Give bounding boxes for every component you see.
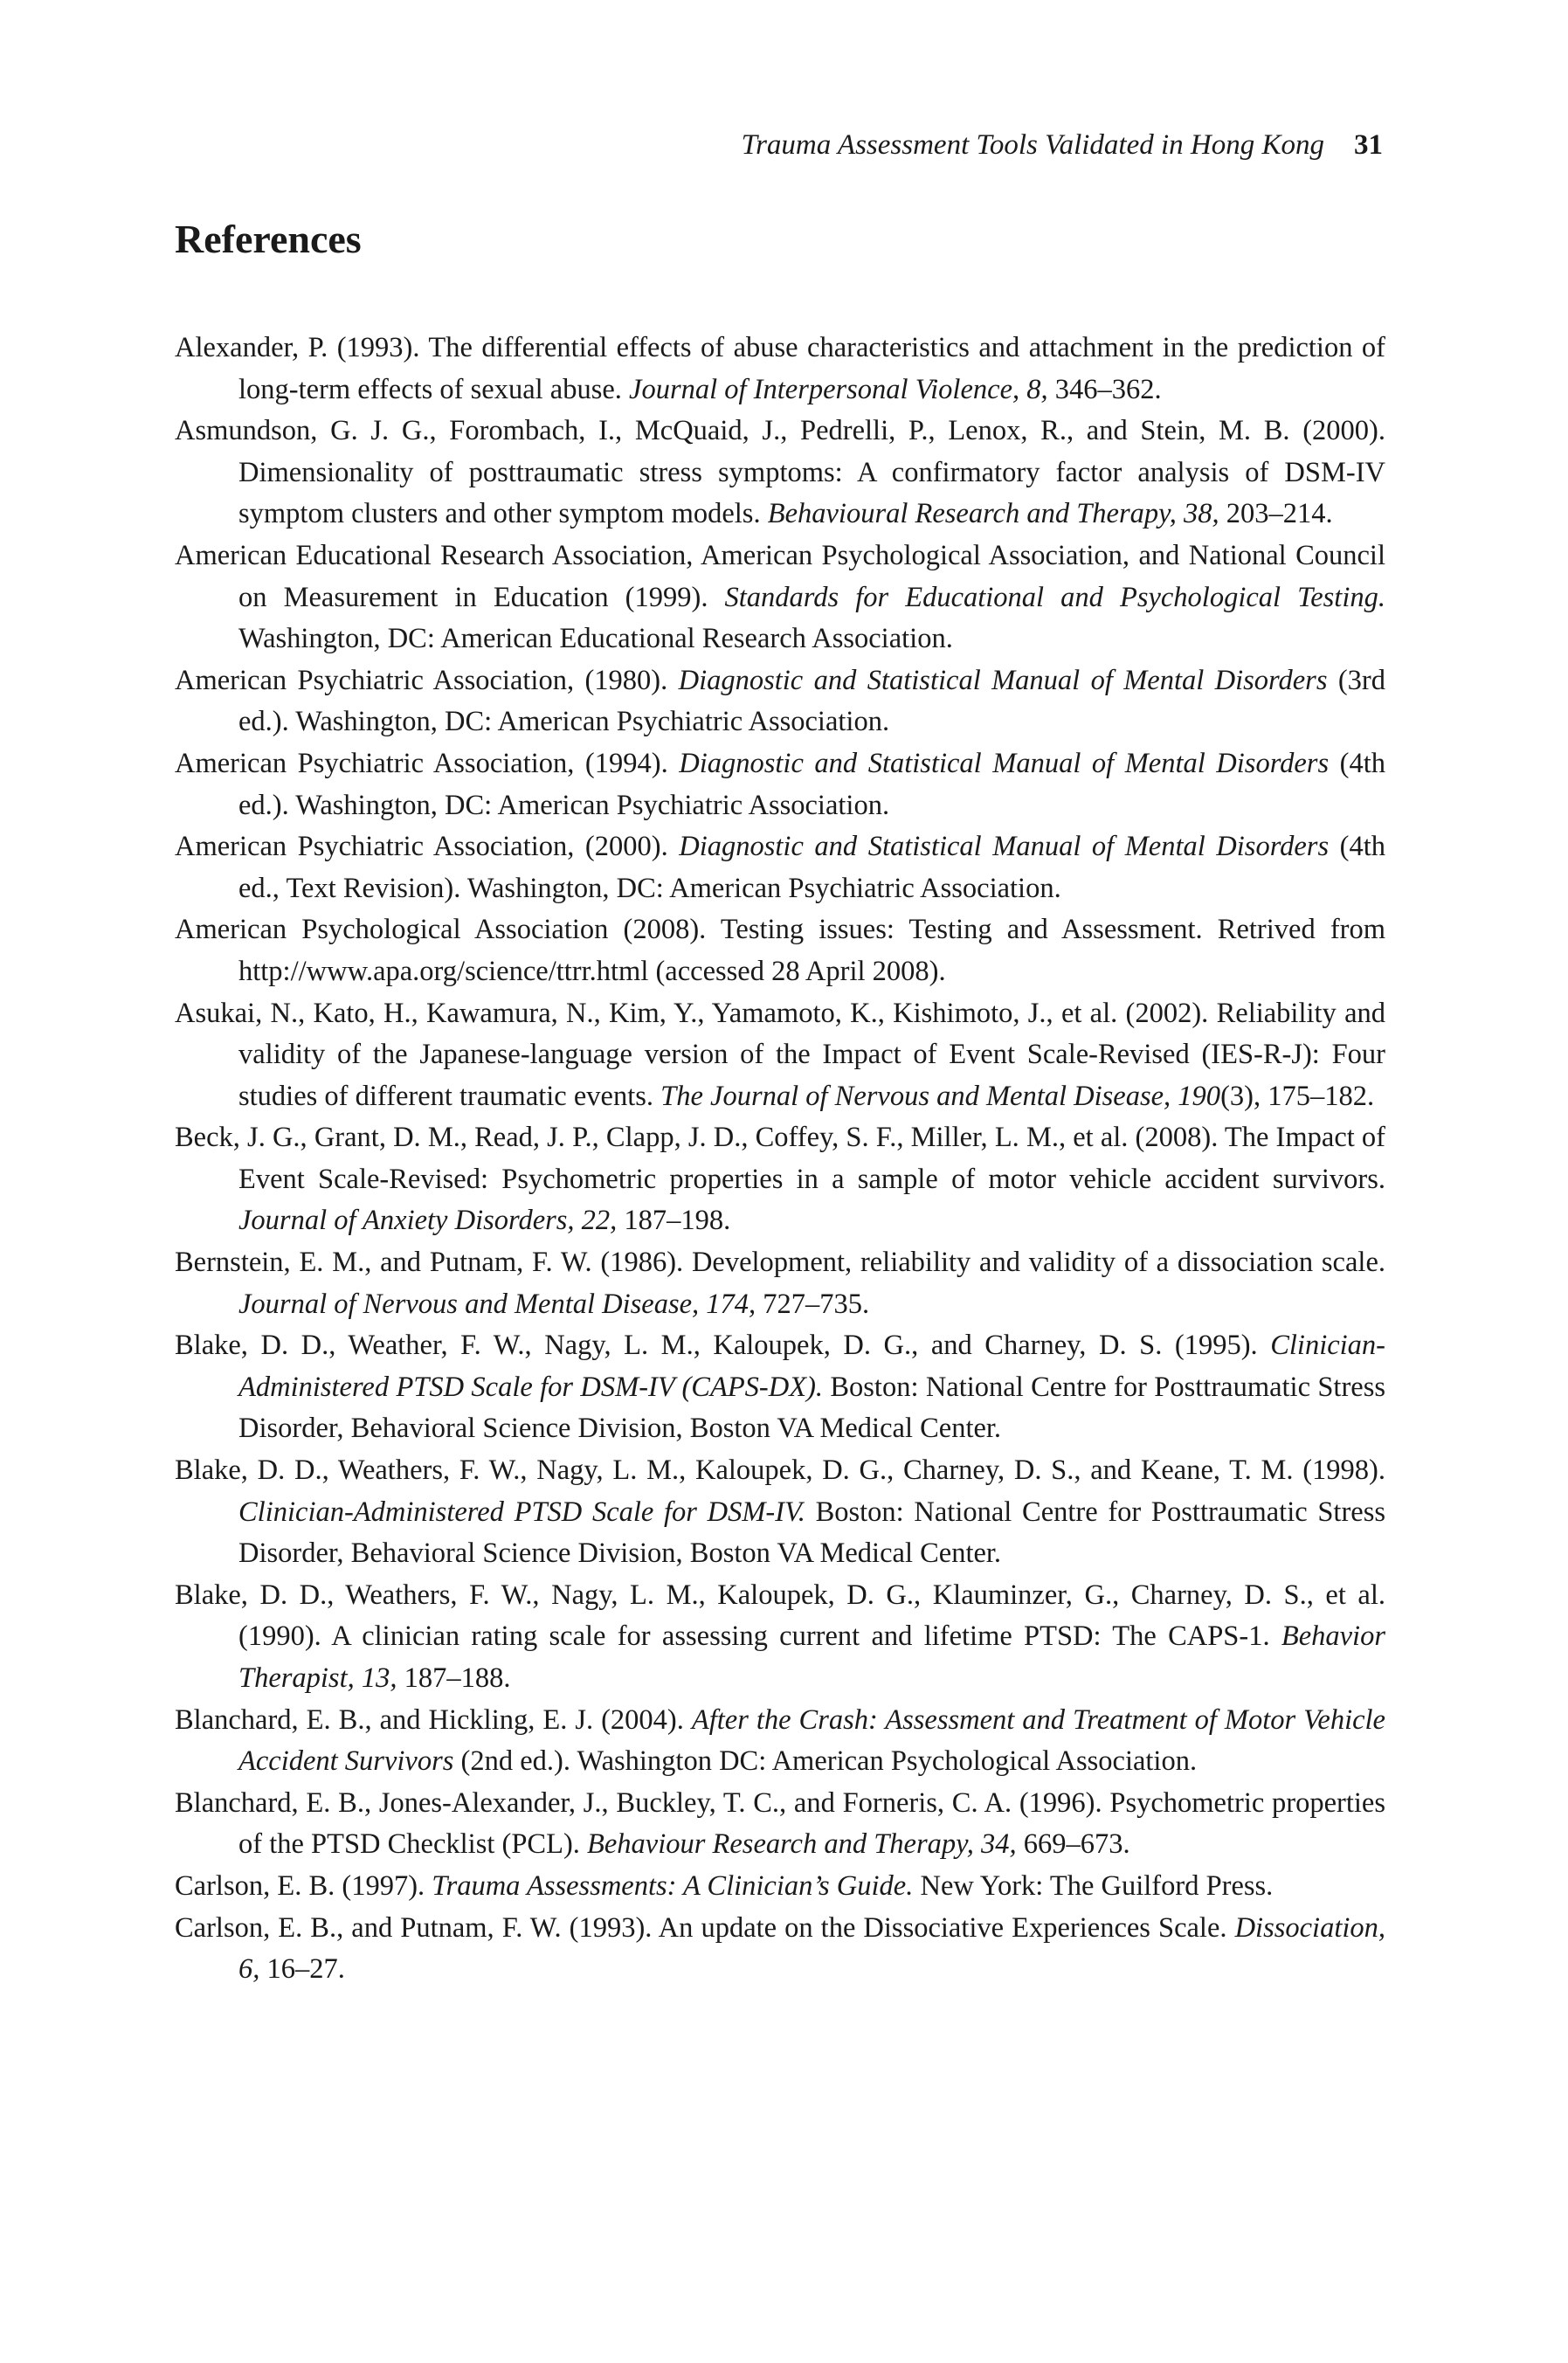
reference-list: [175, 328, 1385, 1991]
reference-item: Bernstein, E. M., and Putnam, F. W. (1986). Development, reliability and validity of a dissociation scale. Journal of Nervous and Mental Disease, 174, 727–735.: [175, 1247, 1385, 1320]
reference-item: Blanchard, E. B., and Hickling, E. J. (2004). After the Crash: Assessment and Treatment of Motor Vehicle Accident Survivors (2nd ed.). Washington DC: American Psychological Association.: [175, 1703, 1385, 1778]
reference-item: Asukai, N., Kato, H., Kawamura, N., Kim, Y., Yamamoto, K., Kishimoto, J., et al. (2002). Reliability and validity of the Japanese-language version of the Impact of Event Scale-Revised (IES-R-J): Four studies of different traumatic events. The Journal of Nervous and Mental Disease, 190(3), 175–182.: [175, 997, 1385, 1112]
reference-item: Asmundson, G. J. G., Forombach, I., McQuaid, J., Pedrelli, P., Lenox, R., and Stein, M. B. (2000). Dimensionality of posttraumatic stress symptoms: A confirmatory factor analysis of DSM-IV symptom clusters and other symptom models. Behavioural Research and Therapy, 38, 203–214.: [175, 415, 1385, 530]
reference-item: Alexander, P. (1993). The differential effects of abuse characteristics and attachment in the prediction of long-term effects of sexual abuse. Journal of Interpersonal Violence, 8, 346–362.: [175, 332, 1385, 405]
running-header: [742, 128, 1383, 162]
reference-item: Carlson, E. B. (1997). Trauma Assessments: A Clinician’s Guide. New York: The Guilford Press.: [175, 1869, 1274, 1902]
page-number: 31: [1354, 129, 1383, 161]
running-title: Trauma Assessment Tools Validated in Hong Kong: [741, 129, 1324, 161]
reference-item: American Psychiatric Association, (2000). Diagnostic and Statistical Manual of Mental Disorders (4th ed., Text Revision). Washington, DC: American Psychiatric Association.: [175, 831, 1385, 904]
reference-item: Blake, D. D., Weathers, F. W., Nagy, L. M., Kaloupek, D. G., Charney, D. S., and Keane, T. M. (1998). Clinician-Administered PTSD Scale for DSM-IV. Boston: National Centre for Posttraumatic Stress Disorder, Behavioral Science Division, Boston VA Medical Center.: [175, 1454, 1385, 1570]
reference-item: Blake, D. D., Weathers, F. W., Nagy, L. M., Kaloupek, D. G., Klauminzer, G., Charney, D. S., et al. (1990). A clinician rating scale for assessing current and lifetime PTSD: The CAPS-1. Behavior Therapist, 13, 187–188.: [175, 1579, 1385, 1694]
reference-item: Carlson, E. B., and Putnam, F. W. (1993). An update on the Dissociative Experiences Scale. Dissociation, 6, 16–27.: [175, 1911, 1385, 1986]
section-title: References: [175, 217, 362, 261]
reference-item: American Educational Research Association, American Psychological Association, and National Council on Measurement in Education (1999). Standards for Educational and Psychological Testing. Washington, DC: American Educational Research Association.: [175, 539, 1385, 655]
reference-item: American Psychiatric Association, (1980). Diagnostic and Statistical Manual of Mental Disorders (3rd ed.). Washington, DC: American Psychiatric Association.: [175, 664, 1385, 738]
reference-item: Blake, D. D., Weather, F. W., Nagy, L. M., Kaloupek, D. G., and Charney, D. S. (1995). Clinician-Administered PTSD Scale for DSM-IV (CAPS-DX). Boston: National Centre for Posttraumatic Stress Disorder, Behavioral Science Division, Boston VA Medical Center.: [175, 1330, 1385, 1445]
reference-item: American Psychiatric Association, (1994). Diagnostic and Statistical Manual of Mental Disorders (4th ed.). Washington, DC: American Psychiatric Association.: [175, 747, 1385, 821]
reference-item: American Psychological Association (2008). Testing issues: Testing and Assessment. Retrived from http://www.apa.org/science/ttrr.html (accessed 28 April 2008).: [175, 914, 1385, 987]
reference-item: Blanchard, E. B., Jones-Alexander, J., Buckley, T. C., and Forneris, C. A. (1996). Psychometric properties of the PTSD Checklist (PCL). Behaviour Research and Therapy, 34, 669–673.: [175, 1786, 1385, 1861]
reference-item: Beck, J. G., Grant, D. M., Read, J. P., Clapp, J. D., Coffey, S. F., Miller, L. M., et al. (2008). The Impact of Event Scale-Revised: Psychometric properties in a sample of motor vehicle accident survivors. Journal of Anxiety Disorders, 22, 187–198.: [175, 1122, 1385, 1237]
